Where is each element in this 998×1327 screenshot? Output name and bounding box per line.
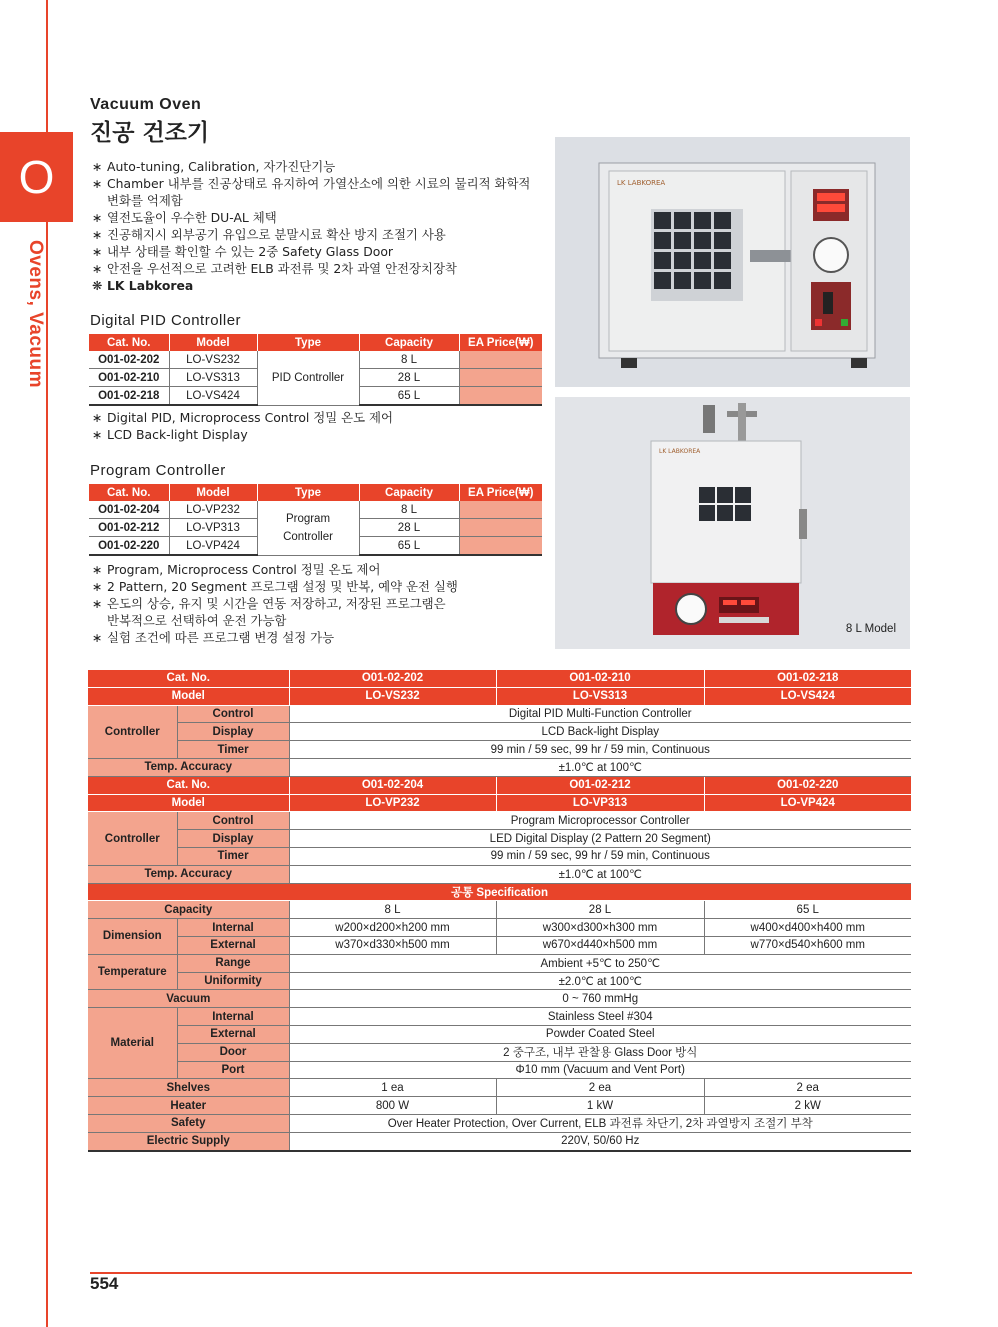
heater-value: 2 kW (704, 1097, 911, 1115)
internal-label: Internal (177, 919, 289, 937)
note-item: ∗ Digital PID, Microprocess Control 정밀 온도 제어 (92, 409, 552, 426)
capacity-label: Capacity (88, 901, 289, 919)
model: LO-VP313 (496, 794, 704, 812)
dim-internal: w400×d400×h400 mm (704, 919, 911, 937)
col-header: Cat. No. (89, 484, 169, 501)
title-english: Vacuum Oven (90, 96, 202, 113)
col-header: Model (169, 484, 257, 501)
capacity-value: 28 L (496, 901, 704, 919)
pid-section-title: Digital PID Controller (90, 312, 242, 329)
program-notes (92, 561, 552, 646)
note-item: ∗ 실험 조건에 따른 프로그램 변경 설정 가능 (92, 629, 552, 646)
pid-notes (92, 409, 552, 443)
section-tab: O (0, 132, 73, 222)
product-photo-8l-model (555, 397, 910, 649)
dim-external: w770×d540×h600 mm (704, 936, 911, 954)
svg-text:LK LABKOREA: LK LABKOREA (659, 448, 701, 455)
page-number: 554 (90, 1274, 119, 1293)
model-label: Model (88, 794, 289, 812)
dim-external: w670×d440×h500 mm (496, 936, 704, 954)
display-value: LED Digital Display (2 Pattern 20 Segment) (289, 830, 911, 848)
model: LO-VP424 (169, 537, 257, 556)
type: PID Controller (257, 351, 359, 405)
feature-item: ∗ 열전도율이 우수한 DU-AL 체택 (92, 209, 552, 226)
model: LO-VS424 (704, 687, 911, 705)
type (257, 501, 359, 555)
cat-no: O01-02-204 (289, 776, 496, 794)
model: LO-VS232 (289, 687, 496, 705)
feature-item: ∗ Chamber 내부를 진공상태로 유지하여 가열산소에 의한 시료의 물리적 화학적 (92, 175, 552, 192)
price-cell (459, 501, 542, 519)
cat-no: O01-02-212 (89, 519, 169, 537)
safety-value: Over Heater Protection, Over Current, ELB 과전류 차단기, 2차 과열방지 조절기 부착 (289, 1114, 911, 1132)
col-header: Capacity (359, 484, 459, 501)
cat-no: O01-02-218 (89, 387, 169, 406)
feature-item: ∗ 안전을 우선적으로 고려한 ELB 과전류 및 2차 과열 안전장치장착 (92, 260, 552, 277)
common-spec-header: 공통 Specification (88, 883, 911, 901)
control-value: Digital PID Multi-Function Controller (289, 705, 911, 723)
capacity: 28 L (359, 369, 459, 387)
footer-divider (90, 1272, 912, 1274)
accuracy-label: Temp. Accuracy (88, 865, 289, 883)
display-label: Display (177, 723, 289, 741)
product-photo-large-oven (555, 137, 910, 387)
price-cell (459, 537, 542, 556)
heater-label: Heater (88, 1097, 289, 1115)
section-label: Ovens, Vacuum (25, 240, 46, 389)
col-header: EA Price(₩) (459, 484, 542, 501)
col-header: EA Price(₩) (459, 334, 542, 351)
cat-no: O01-02-202 (289, 670, 496, 687)
cat-label: Cat. No. (88, 670, 289, 687)
display-value: LCD Back-light Display (289, 723, 911, 741)
model: LO-VS313 (496, 687, 704, 705)
col-header: Cat. No. (89, 334, 169, 351)
timer-value: 99 min / 59 sec, 99 hr / 59 min, Continuous (289, 847, 911, 865)
heater-value: 1 kW (496, 1097, 704, 1115)
cat-no: O01-02-212 (496, 776, 704, 794)
shelves-value: 2 ea (704, 1079, 911, 1097)
cat-no: O01-02-210 (496, 670, 704, 687)
timer-value: 99 min / 59 sec, 99 hr / 59 min, Continuous (289, 741, 911, 759)
control-value: Program Microprocessor Controller (289, 812, 911, 830)
door-label: Door (177, 1043, 289, 1061)
note-item: ∗ 2 Pattern, 20 Segment 프로그램 설정 및 반복, 예약 운전 실행 (92, 578, 552, 595)
col-header: Capacity (359, 334, 459, 351)
feature-item: ∗ Auto-tuning, Calibration, 자가진단기능 (92, 158, 552, 175)
table-row (89, 351, 542, 369)
brand-item: ❋ LK Labkorea (92, 277, 552, 294)
electric-label: Electric Supply (88, 1132, 289, 1150)
photo-caption: 8 L Model (845, 623, 896, 635)
capacity: 8 L (359, 501, 459, 519)
uniformity-label: Uniformity (177, 972, 289, 990)
capacity-value: 65 L (704, 901, 911, 919)
accuracy-value: ±1.0℃ at 100℃ (289, 758, 911, 776)
title-korean: 진공 건조기 (90, 120, 210, 146)
feature-item: 변화를 억제함 (107, 193, 183, 208)
feature-item: ∗ 내부 상태를 확인할 수 있는 2중 Safety Glass Door (92, 243, 552, 260)
model: LO-VP232 (169, 501, 257, 519)
svg-text:LK LABKOREA: LK LABKOREA (617, 179, 666, 187)
port-label: Port (177, 1061, 289, 1079)
material-external: Powder Coated Steel (289, 1025, 911, 1043)
feature-list (92, 158, 552, 294)
price-cell (459, 351, 542, 369)
note-item: ∗ Program, Microprocess Control 정밀 온도 제어 (92, 561, 552, 578)
note-item: ∗ LCD Back-light Display (92, 426, 552, 443)
internal-label: Internal (177, 1008, 289, 1026)
controller-label: Controller (88, 705, 177, 758)
cat-no: O01-02-218 (704, 670, 911, 687)
shelves-value: 1 ea (289, 1079, 496, 1097)
accuracy-value: ±1.0℃ at 100℃ (289, 865, 911, 883)
vacuum-value: 0 ~ 760 mmHg (289, 990, 911, 1008)
safety-label: Safety (88, 1114, 289, 1132)
dim-external: w370×d330×h500 mm (289, 936, 496, 954)
note-item: 반복적으로 선택하여 운전 가능함 (107, 613, 287, 628)
model: LO-VP232 (289, 794, 496, 812)
dim-internal: w300×d300×h300 mm (496, 919, 704, 937)
cat-no: O01-02-202 (89, 351, 169, 369)
model: LO-VS424 (169, 387, 257, 406)
material-door: 2 중구조, 내부 관찰용 Glass Door 방식 (289, 1043, 911, 1061)
type-line: Controller (283, 530, 333, 543)
pid-table (89, 334, 542, 406)
vacuum-label: Vacuum (88, 990, 289, 1008)
model: LO-VS232 (169, 351, 257, 369)
electric-value: 220V, 50/60 Hz (289, 1132, 911, 1150)
accuracy-label: Temp. Accuracy (88, 758, 289, 776)
external-label: External (177, 936, 289, 954)
cat-no: O01-02-204 (89, 501, 169, 519)
col-header: Model (169, 334, 257, 351)
cat-no: O01-02-220 (89, 537, 169, 556)
price-cell (459, 387, 542, 406)
external-label: External (177, 1025, 289, 1043)
program-section-title: Program Controller (90, 462, 226, 479)
capacity: 8 L (359, 351, 459, 369)
type-line: Program (285, 512, 331, 525)
col-header: Type (257, 484, 359, 501)
spec-table (88, 670, 911, 1152)
control-label: Control (177, 812, 289, 830)
shelves-label: Shelves (88, 1079, 289, 1097)
program-table (89, 484, 542, 556)
timer-label: Timer (177, 847, 289, 865)
timer-label: Timer (177, 741, 289, 759)
price-cell (459, 519, 542, 537)
temperature-label: Temperature (88, 954, 177, 990)
capacity: 28 L (359, 519, 459, 537)
uniformity-value: ±2.0℃ at 100℃ (289, 972, 911, 990)
cat-label: Cat. No. (88, 776, 289, 794)
feature-item: ∗ 진공해지시 외부공기 유입으로 분말시료 확산 방지 조절기 사용 (92, 226, 552, 243)
capacity: 65 L (359, 387, 459, 406)
model: LO-VP424 (704, 794, 911, 812)
table-row (89, 501, 542, 519)
model-label: Model (88, 687, 289, 705)
control-label: Control (177, 705, 289, 723)
col-header: Type (257, 334, 359, 351)
price-cell (459, 369, 542, 387)
controller-label: Controller (88, 812, 177, 865)
material-internal: Stainless Steel #304 (289, 1008, 911, 1026)
model: LO-VP313 (169, 519, 257, 537)
material-label: Material (88, 1008, 177, 1079)
capacity: 65 L (359, 537, 459, 556)
capacity-value: 8 L (289, 901, 496, 919)
cat-no: O01-02-220 (704, 776, 911, 794)
range-label: Range (177, 954, 289, 972)
dim-internal: w200×d200×h200 mm (289, 919, 496, 937)
material-port: Φ10 mm (Vacuum and Vent Port) (289, 1061, 911, 1079)
cat-no: O01-02-210 (89, 369, 169, 387)
dimension-label: Dimension (88, 919, 177, 955)
display-label: Display (177, 830, 289, 848)
model: LO-VS313 (169, 369, 257, 387)
heater-value: 800 W (289, 1097, 496, 1115)
shelves-value: 2 ea (496, 1079, 704, 1097)
note-item: ∗ 온도의 상승, 유지 및 시간을 연동 저장하고, 저장된 프로그램은 (92, 595, 552, 612)
range-value: Ambient +5℃ to 250℃ (289, 954, 911, 972)
